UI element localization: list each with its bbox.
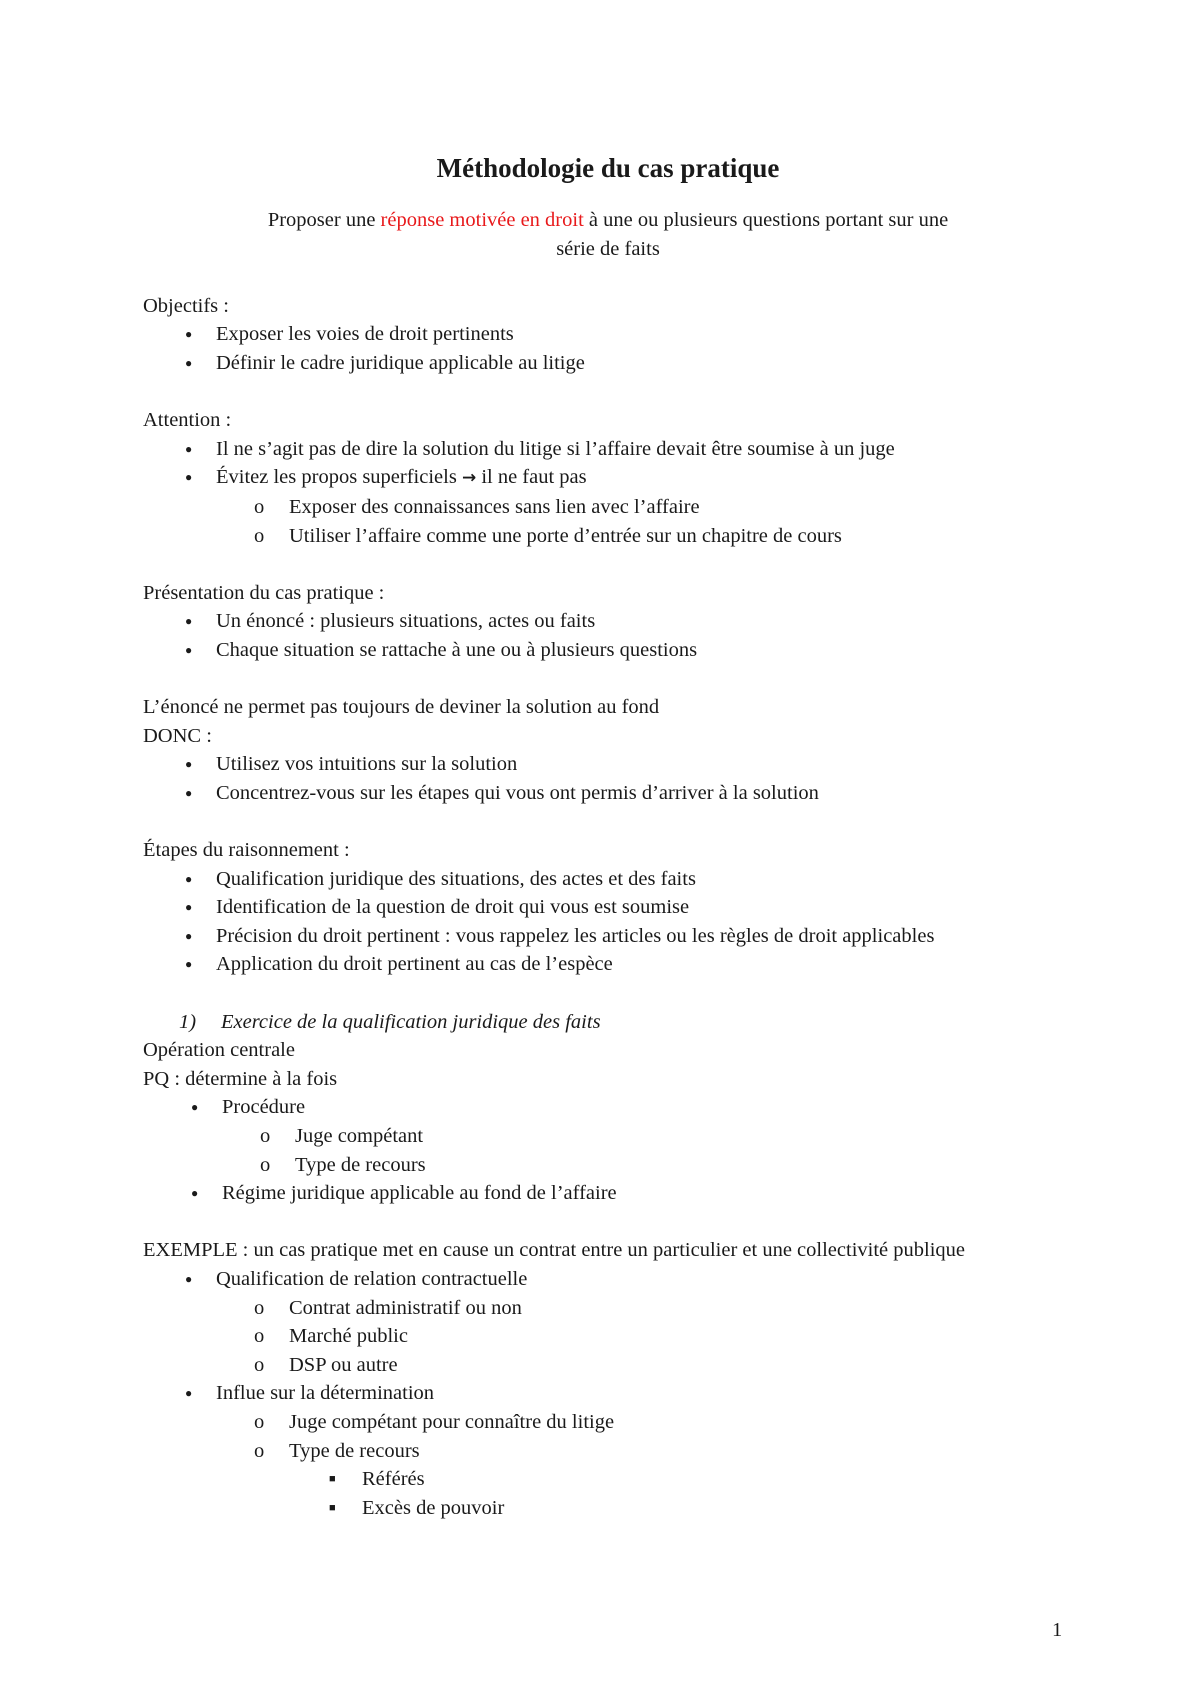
exercice-section	[143, 1008, 1073, 1208]
heading-text: Exercice de la qualification juridique des faits	[221, 1010, 601, 1033]
list-item: ● Un énoncé : plusieurs situations, actes ou faits	[143, 607, 1073, 636]
procedure-sublist	[143, 1122, 1073, 1179]
list-item	[143, 1379, 1073, 1522]
attention-sublist	[143, 493, 1073, 550]
exercice-list	[143, 1093, 1073, 1207]
attention-label: Attention :	[143, 409, 232, 432]
enonce-section	[143, 693, 1073, 807]
section-heading	[143, 1008, 1073, 1037]
intro-before: Proposer une	[267, 209, 381, 231]
sub-sub-list-item: ■ Référés	[143, 1465, 1073, 1494]
objectifs-section	[143, 292, 1073, 378]
item-text: il ne faut pas	[476, 466, 587, 489]
etapes-label: Étapes du raisonnement :	[143, 839, 350, 862]
list-item	[143, 1093, 1073, 1179]
sub-list-item: o Exposer des connaissances sans lien avec l’affaire	[143, 493, 1073, 522]
exemple-sublist-1	[143, 1294, 1073, 1380]
intro-paragraph	[143, 206, 1073, 263]
list-item: ● Précision du droit pertinent : vous rappelez les articles ou les règles de droit applicables	[143, 922, 1073, 951]
attention-section	[143, 406, 1073, 550]
item-text: Influe sur la détermination	[216, 1382, 435, 1405]
list-item	[143, 1265, 1073, 1379]
objectifs-list	[143, 320, 1073, 377]
list-item: ● Chaque situation se rattache à une ou à plusieurs questions	[143, 636, 1073, 665]
exemple-section	[143, 1236, 1073, 1522]
sub-list-item	[143, 1437, 1073, 1523]
sub-list-item: o Contrat administratif ou non	[143, 1294, 1073, 1323]
list-item	[143, 463, 1073, 550]
intro-after: à une ou plusieurs questions portant sur une	[583, 209, 949, 231]
sub-list-item: o DSP ou autre	[143, 1351, 1073, 1380]
presentation-label: Présentation du cas pratique :	[143, 581, 385, 604]
item-text: Procédure	[222, 1096, 306, 1119]
exemple-sublist-2	[143, 1408, 1073, 1522]
sub-list-item: o Marché public	[143, 1322, 1073, 1351]
sub-list-item: o Type de recours	[143, 1151, 1073, 1180]
list-item: ● Régime juridique applicable au fond de l’affaire	[143, 1179, 1073, 1208]
list-item: ● Exposer les voies de droit pertinents	[143, 320, 1073, 349]
list-item: ● Application du droit pertinent au cas de l’espèce	[143, 950, 1073, 979]
enonce-line-1: L’énoncé ne permet pas toujours de deviner la solution au fond	[143, 696, 660, 719]
heading-number: 1)	[179, 1010, 197, 1033]
exercice-line-1: Opération centrale	[143, 1039, 295, 1062]
item-text: Évitez les propos superficiels	[216, 466, 462, 489]
enonce-line-2: DONC :	[143, 724, 212, 747]
sub-list-item: o Juge compétant pour connaître du litige	[143, 1408, 1073, 1437]
intro-line-2: série de faits	[556, 237, 660, 260]
list-item: ● Concentrez-vous sur les étapes qui vous ont permis d’arriver à la solution	[143, 779, 1073, 808]
exemple-text: EXEMPLE : un cas pratique met en cause un contrat entre un particulier et une collectivité publique	[143, 1239, 965, 1262]
presentation-section	[143, 579, 1073, 665]
list-item: ● Qualification juridique des situations, des actes et des faits	[143, 865, 1073, 894]
etapes-section	[143, 836, 1073, 979]
page-number: 1	[1052, 1619, 1063, 1641]
sub-sub-list-item: ■ Excès de pouvoir	[143, 1494, 1073, 1523]
intro-line-1	[143, 206, 1073, 235]
item-text: Qualification de relation contractuelle	[216, 1267, 528, 1290]
presentation-list	[143, 607, 1073, 664]
exercice-line-2: PQ : détermine à la fois	[143, 1067, 338, 1090]
etapes-list	[143, 865, 1073, 979]
attention-list	[143, 435, 1073, 550]
document-body	[143, 150, 1073, 1522]
exemple-list	[143, 1265, 1073, 1522]
list-item: ● Utilisez vos intuitions sur la solution	[143, 750, 1073, 779]
objectifs-label: Objectifs :	[143, 294, 229, 317]
enonce-list	[143, 750, 1073, 807]
intro-highlight: réponse motivée en droit	[380, 209, 584, 231]
list-item: ● Définir le cadre juridique applicable au litige	[143, 349, 1073, 378]
item-text: Type de recours	[289, 1439, 420, 1462]
exemple-subsublist	[143, 1465, 1073, 1522]
list-item: ● Identification de la question de droit qui vous est soumise	[143, 893, 1073, 922]
list-item: ● Il ne s’agit pas de dire la solution du litige si l’affaire devait être soumise à un juge	[143, 435, 1073, 464]
sub-list-item: o Utiliser l’affaire comme une porte d’entrée sur un chapitre de cours	[143, 522, 1073, 551]
page-title: Méthodologie du cas pratique	[436, 153, 780, 183]
arrow-right-icon: →	[461, 468, 477, 489]
sub-list-item: o Juge compétant	[143, 1122, 1073, 1151]
